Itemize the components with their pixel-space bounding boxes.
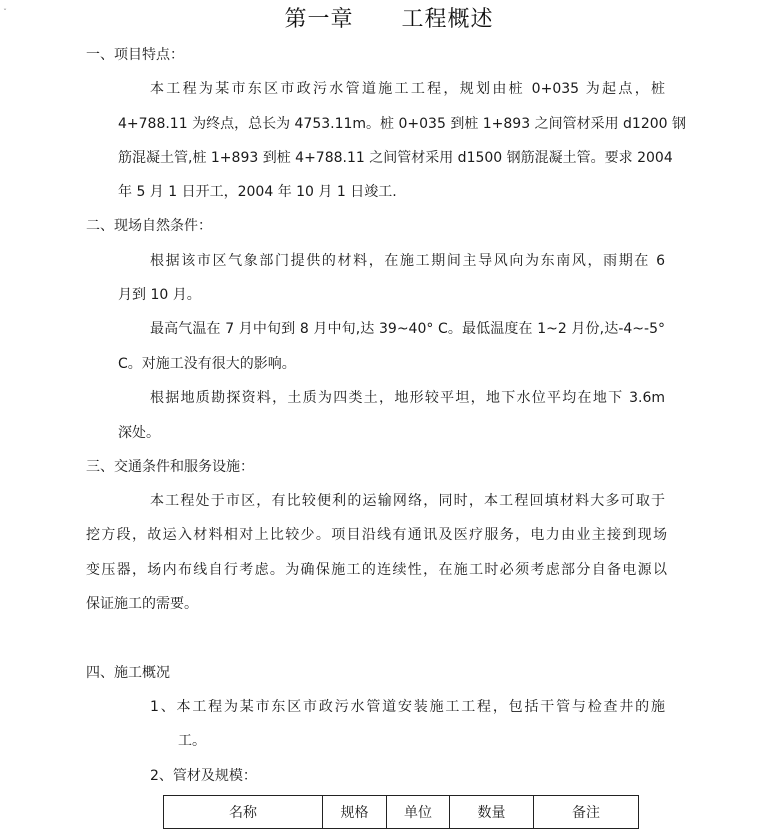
list-item: 2、管材及规模： <box>150 768 257 784</box>
paragraph-line: C。对施工没有很大的影响。 <box>118 356 296 372</box>
paragraph-line: 挖方段，故运入材料相对上比较少。项目沿线有通讯及医疗服务，电力由业主接到现场 <box>86 527 667 543</box>
list-item-continuation: 工。 <box>178 733 206 749</box>
paragraph-line: 根据地质勘探资料，土质为四类土，地形较平坦，地下水位平均在地下 3.6m <box>150 390 665 406</box>
paragraph-line: 月到 10 月。 <box>118 287 201 303</box>
paragraph-line: 保证施工的需要。 <box>86 596 198 612</box>
paragraph-line: 根据该市区气象部门提供的材料，在施工期间主导风向为东南风，雨期在 6 <box>150 253 665 269</box>
table-header-quantity: 数量 <box>450 796 534 829</box>
paragraph-line: 深处。 <box>118 425 160 441</box>
paragraph-line: 4+788.11 为终点，总长为 4753.11m。桩 0+035 到桩 1+893 之间管材采用 d1200 钢 <box>118 116 686 132</box>
table-header-row <box>164 796 639 829</box>
paragraph-line: 本工程为某市东区市政污水管道施工工程，规划由桩 0+035 为起点，桩 <box>150 81 665 97</box>
section-heading-traffic-services: 三、交通条件和服务设施： <box>86 459 254 475</box>
section-heading-natural-conditions: 二、现场自然条件： <box>86 218 212 234</box>
paragraph-line: 本工程处于市区，有比较便利的运输网络，同时，本工程回填材料大多可取于 <box>150 493 665 509</box>
paragraph-line: 筋混凝土管,桩 1+893 到桩 4+788.11 之间管材采用 d1500 钢筋混凝土管。要求 2004 <box>118 150 673 166</box>
paragraph-line: 最高气温在 7 月中旬到 8 月中旬,达 39~40° C。最低温度在 1~2 月份,达-4~-5° <box>150 321 665 337</box>
table-header-spec: 规格 <box>323 796 387 829</box>
chapter-title: 第一章 工程概述 <box>284 7 494 32</box>
table-header-unit: 单位 <box>387 796 450 829</box>
pipe-spec-table <box>163 795 639 829</box>
corner-mark: ˇ <box>3 8 7 17</box>
paragraph-line: 变压器，场内布线自行考虑。为确保施工的连续性，在施工时必须考虑部分自备电源以 <box>86 562 667 578</box>
list-item: 1、本工程为某市东区市政污水管道安装施工工程，包括干管与检查井的施 <box>150 699 665 715</box>
section-heading-project-features: 一、项目特点： <box>86 47 184 63</box>
section-heading-construction-overview: 四、施工概况 <box>86 665 170 681</box>
table-header-name: 名称 <box>164 796 323 829</box>
paragraph-line: 年 5 月 1 日开工，2004 年 10 月 1 日竣工. <box>118 184 397 200</box>
table-header-remarks: 备注 <box>534 796 639 829</box>
